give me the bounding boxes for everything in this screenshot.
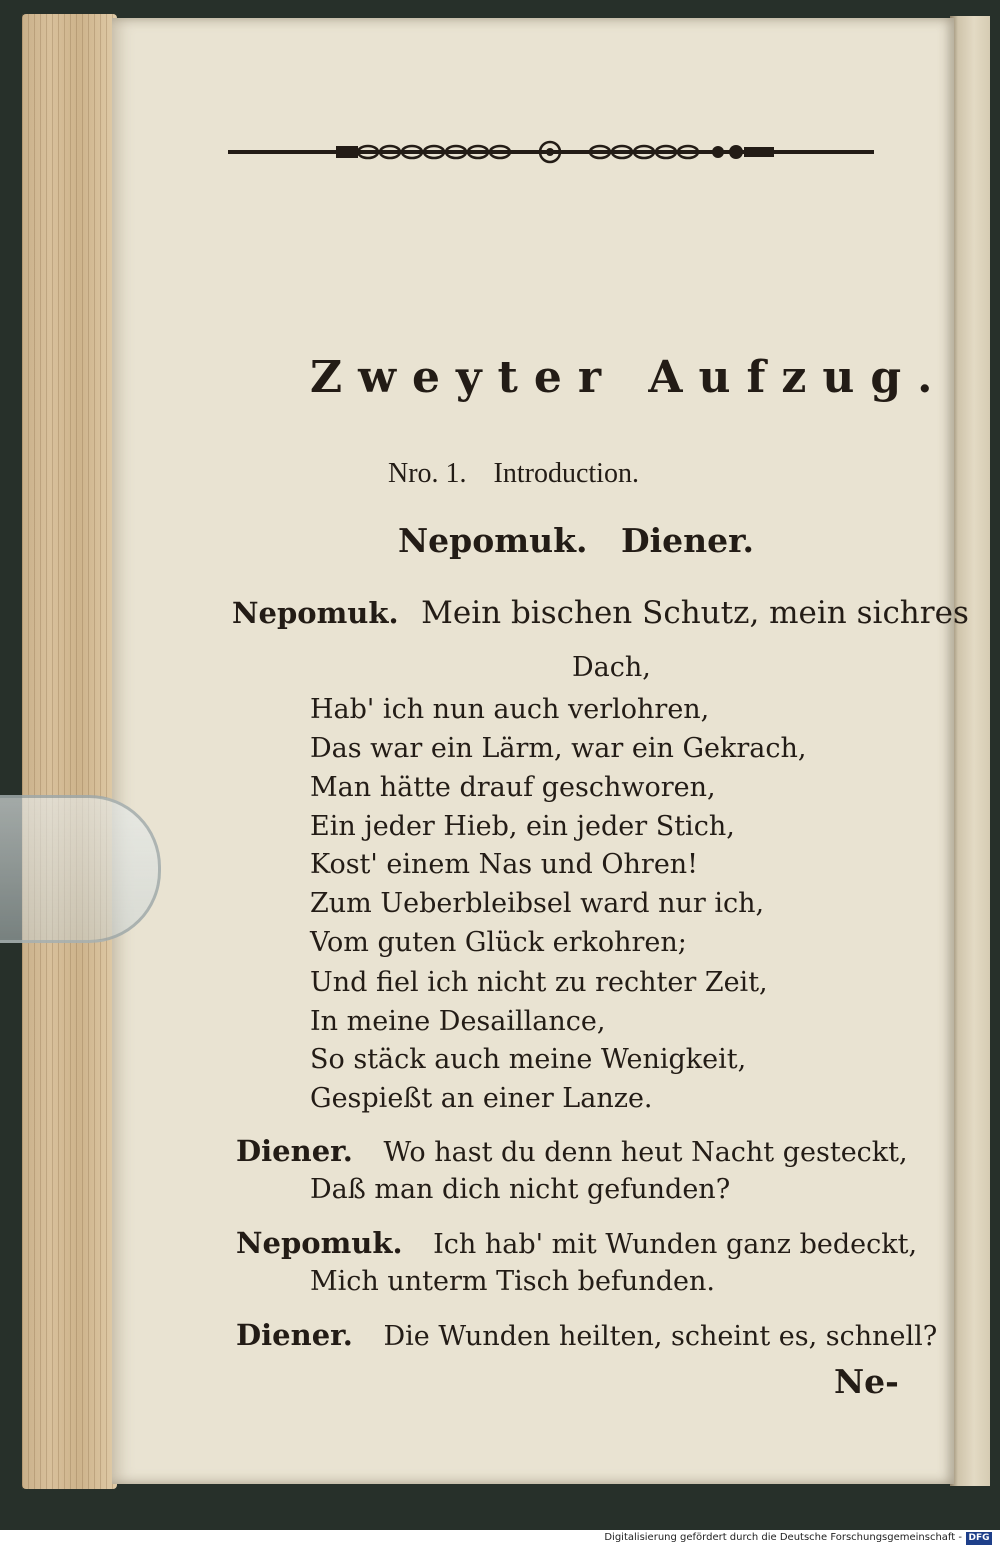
verse-line: Hab' ich nun auch verlohren, (310, 694, 710, 725)
book-page-edges-right (950, 16, 990, 1486)
verse-line: Ein jeder Hieb, ein jeder Stich, (310, 811, 735, 842)
dfg-logo-icon: DFG (966, 1532, 992, 1545)
verse-text: Mein bischen Schutz, mein sichres (421, 595, 969, 631)
verse-line: So stäck auch meine Wenigkeit, (310, 1044, 747, 1075)
verse-line: Mich unterm Tisch befunden. (310, 1266, 715, 1297)
verse-line: Und fiel ich nicht zu rechter Zeit, (310, 967, 768, 998)
verse-line: Man hätte drauf geschworen, (310, 772, 716, 803)
speaker-name: Diener. (236, 1134, 353, 1168)
verse-line: Zum Ueberbleibsel ward nur ich, (310, 888, 765, 919)
verse-line (236, 1226, 917, 1260)
footer-credit: Digitalisierung gefördert durch die Deutsche Forschungsgemeinschaft - (604, 1532, 962, 1543)
verse-text: Wo hast du denn heut Nacht gesteckt, (383, 1137, 908, 1168)
verse-line: Das war ein Lärm, war ein Gekrach, (310, 733, 807, 764)
verse-line: Daß man dich nicht gefunden? (310, 1174, 731, 1205)
number-introduction (388, 458, 639, 490)
verse-line: In meine Desaillance, (310, 1006, 606, 1037)
catchword: Ne- (834, 1362, 899, 1401)
verse-line: Gespießt an einer Lanze. (310, 1083, 653, 1114)
verse-line (232, 595, 969, 631)
page-edge-lines (22, 14, 117, 1489)
speaker-name: Diener. (236, 1318, 353, 1352)
verse-text: Ich hab' mit Wunden ganz bedeckt, (433, 1229, 918, 1260)
introduction-label: Introduction. (493, 458, 639, 489)
characters-list (398, 521, 776, 560)
verse-line: Dach, (572, 652, 651, 683)
page-holder-clip (0, 795, 161, 943)
speaker-name: Nepomuk. (232, 596, 399, 630)
verse-line: Vom guten Glück erkohren; (310, 927, 687, 958)
speaker-name: Nepomuk. (236, 1226, 403, 1260)
verse-line (236, 1318, 937, 1352)
decorative-rule-ornament (228, 140, 874, 164)
verse-line: Kost' einem Nas und Ohren! (310, 849, 699, 880)
verse-line (236, 1134, 908, 1168)
number-label: Nro. 1. (388, 458, 467, 489)
verse-text: Die Wunden heilten, scheint es, schnell? (383, 1321, 938, 1352)
character-name: Diener. (621, 521, 754, 560)
act-heading: Zweyter Aufzug. (310, 352, 949, 403)
footer-bar (0, 1530, 1000, 1548)
book-page-edges-left (22, 14, 117, 1489)
character-name: Nepomuk. (398, 521, 588, 560)
